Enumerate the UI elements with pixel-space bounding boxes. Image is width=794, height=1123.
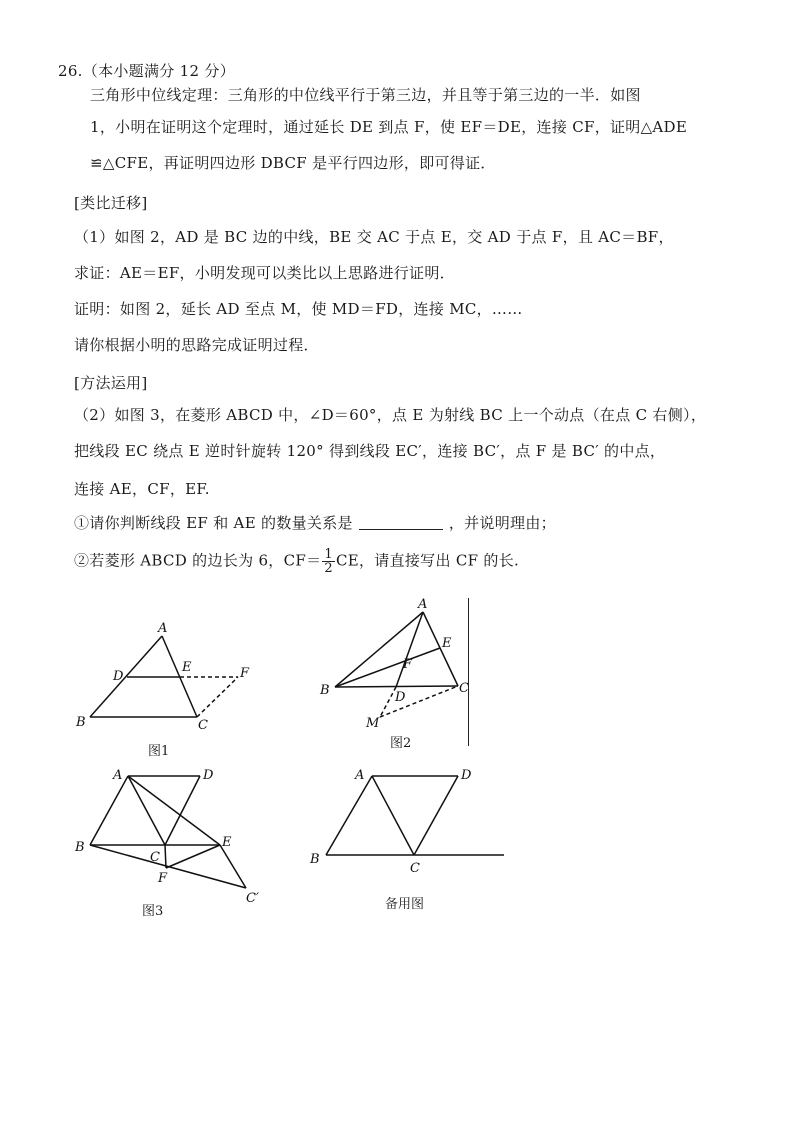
question-2-tail: CE，请直接写出 CF 的长. <box>335 551 520 570</box>
fig1-label-e: E <box>182 660 192 675</box>
part1-line-3: 证明：如图 2，延长 AD 至点 M，使 MD＝FD，连接 MC，…… <box>74 300 523 318</box>
fig3-caption: 图3 <box>142 904 164 919</box>
question-1-text: ①请你判断线段 EF 和 AE 的数量关系是 <box>74 514 353 532</box>
fig3-label-a: A <box>113 768 123 783</box>
part1-line-1: （1）如图 2，AD 是 BC 边的中线，BE 交 AC 于点 E，交 AD 于点 F，且 AC＝BF， <box>74 228 674 246</box>
intro-line-1: 三角形中位线定理：三角形的中位线平行于第三边，并且等于第三边的一半．如图 <box>90 86 641 104</box>
section-method: [方法运用] <box>74 374 148 392</box>
intro-line-3: ≌△CFE，再证明四边形 DBCF 是平行四边形，即可得证． <box>90 154 496 172</box>
section-analogy: [类比迁移] <box>74 194 148 212</box>
fraction-numerator: 1 <box>324 547 333 562</box>
fig3-label-e: E <box>222 835 232 850</box>
fig4-label-d: D <box>461 768 472 783</box>
fig1-label-d: D <box>113 669 124 684</box>
fig3-label-d: D <box>203 768 214 783</box>
question-1-tail: ，并说明理由； <box>448 514 556 532</box>
problem-score: （本小题满分 12 分） <box>82 62 235 80</box>
fig4-edge-dc <box>414 776 458 855</box>
fig2-label-f: F <box>403 657 413 672</box>
fig3-label-b: B <box>75 840 85 855</box>
fig4-caption: 备用图 <box>385 897 425 912</box>
fig2-caption: 图2 <box>390 736 412 751</box>
part1-line-4: 请你根据小明的思路完成证明过程． <box>74 336 319 354</box>
part2-line-1: （2）如图 3，在菱形 ABCD 中，∠D＝60°，点 E 为射线 BC 上一个动点（在点 C 右侧）， <box>74 406 707 424</box>
fig1-label-f: F <box>240 666 250 681</box>
fig4-label-b: B <box>310 852 320 867</box>
fig1-label-c: C <box>198 718 208 733</box>
fig2-label-b: B <box>320 683 330 698</box>
fig1-label-a: A <box>158 621 168 636</box>
fig1-caption: 图1 <box>148 744 170 759</box>
fig4-label-c: C <box>410 861 420 876</box>
problem-number: 26. <box>58 62 83 80</box>
fig2-label-c: C <box>459 681 469 696</box>
fig3-label-f: F <box>158 871 168 886</box>
fig3-label-c: C <box>150 850 160 865</box>
fig4-edge-ab <box>326 776 372 855</box>
fig4-edge-ac <box>372 776 414 855</box>
part2-line-2: 把线段 EC 绕点 E 逆时针旋转 120° 得到线段 EC′，连接 BC′，点 F 是 BC′ 的中点， <box>74 442 666 460</box>
fig2-label-e: E <box>442 636 452 651</box>
fig4-label-a: A <box>355 768 365 783</box>
fig2-label-a: A <box>418 597 428 612</box>
part1-line-2: 求证：AE＝EF，小明发现可以类比以上思路进行证明． <box>74 264 455 282</box>
fig3-label-c-prime: C′ <box>246 891 259 906</box>
part2-line-3: 连接 AE，CF，EF. <box>74 480 210 498</box>
intro-line-2: 1，小明在证明这个定理时，通过延长 DE 到点 F，使 EF＝DE，连接 CF，证明△ADE <box>90 118 688 136</box>
fig2-label-m: M <box>366 716 380 731</box>
question-2-text: ②若菱形 ABCD 的边长为 6，CF＝ <box>74 551 322 570</box>
fraction-denominator: 2 <box>324 561 333 576</box>
fig1-label-b: B <box>76 715 86 730</box>
fig2-label-d: D <box>395 690 406 705</box>
